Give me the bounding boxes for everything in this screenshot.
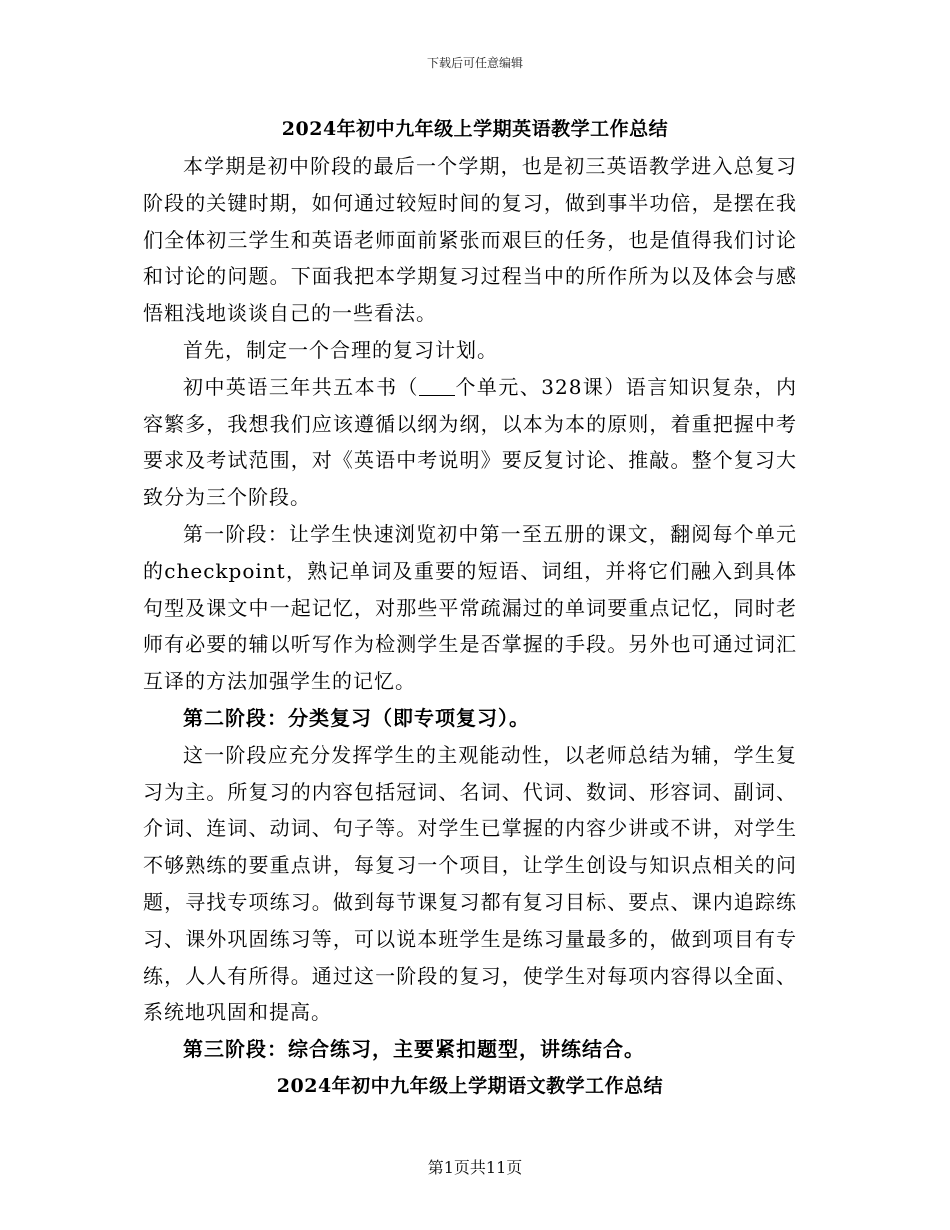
stage-two-paragraph: 这一阶段应充分发挥学生的主观能动性，以老师总结为辅，学生复习为主。所复习的内容包括冠词、名词、代词、数词、形容词、副词、介词、连词、动词、句子等。对学生已掌握的内容少讲或不讲，对学生不够熟练的要重点讲，每复习一个项目，让学生创设与知识点相关的问题，寻找专项练习。做到每节课复习都有复习目标、要点、课内追踪练习、课外巩固练习等，可以说本班学生是练习量最多的，做到项目有专练，人人有所得。通过这一阶段的复习，使学生对每项内容得以全面、系统地巩固和提高。	[143, 742, 797, 1025]
plan-paragraph: 首先，制定一个合理的复习计划。	[183, 337, 498, 362]
stage-two-heading: 第二阶段：分类复习（即专项复习）。	[183, 705, 530, 730]
next-section-title: 2024年初中九年级上学期语文教学工作总结	[276, 1074, 664, 1097]
header-note: 下载后可任意编辑	[426, 56, 523, 70]
stage-three-heading: 第三阶段：综合练习，主要紧扣题型，讲练结合。	[183, 1037, 645, 1062]
page-number: 第1页共11页	[427, 1158, 523, 1177]
books-paragraph	[143, 369, 797, 516]
fill-in-blank	[419, 377, 455, 396]
intro-paragraph: 本学期是初中阶段的最后一个学期，也是初三英语教学进入总复习阶段的关键时期，如何通过较短时间的复习，做到事半功倍，是摆在我们全体初三学生和英语老师面前紧张而艰巨的任务，也是值得我们讨论和讨论的问题。下面我把本学期复习过程当中的所作所为以及体会与感悟粗浅地谈谈自己的一些看法。	[143, 154, 797, 326]
document-body	[143, 148, 797, 1105]
books-paragraph-end: 个单元、328课）语言知识复杂，内容繁多，我想我们应该遵循以纲为纲，以本为本的原则，着重把握中考要求及考试范围，对《英语中考说明》要反复讨论、推敲。整个复习大致分为三个阶段。	[143, 374, 797, 510]
document-title: 2024年初中九年级上学期英语教学工作总结	[281, 118, 669, 140]
stage-one-paragraph: 第一阶段：让学生快速浏览初中第一至五册的课文，翻阅每个单元的checkpoint，熟记单词及重要的短语、词组，并将它们融入到具体句型及课文中一起记忆，对那些平常疏漏过的单词要重点记忆，同时老师有必要的辅以听写作为检测学生是否掌握的手段。另外也可通过词汇互译的方法加强学生的记忆。	[143, 521, 797, 694]
books-paragraph-start: 初中英语三年共五本书（	[183, 374, 419, 399]
